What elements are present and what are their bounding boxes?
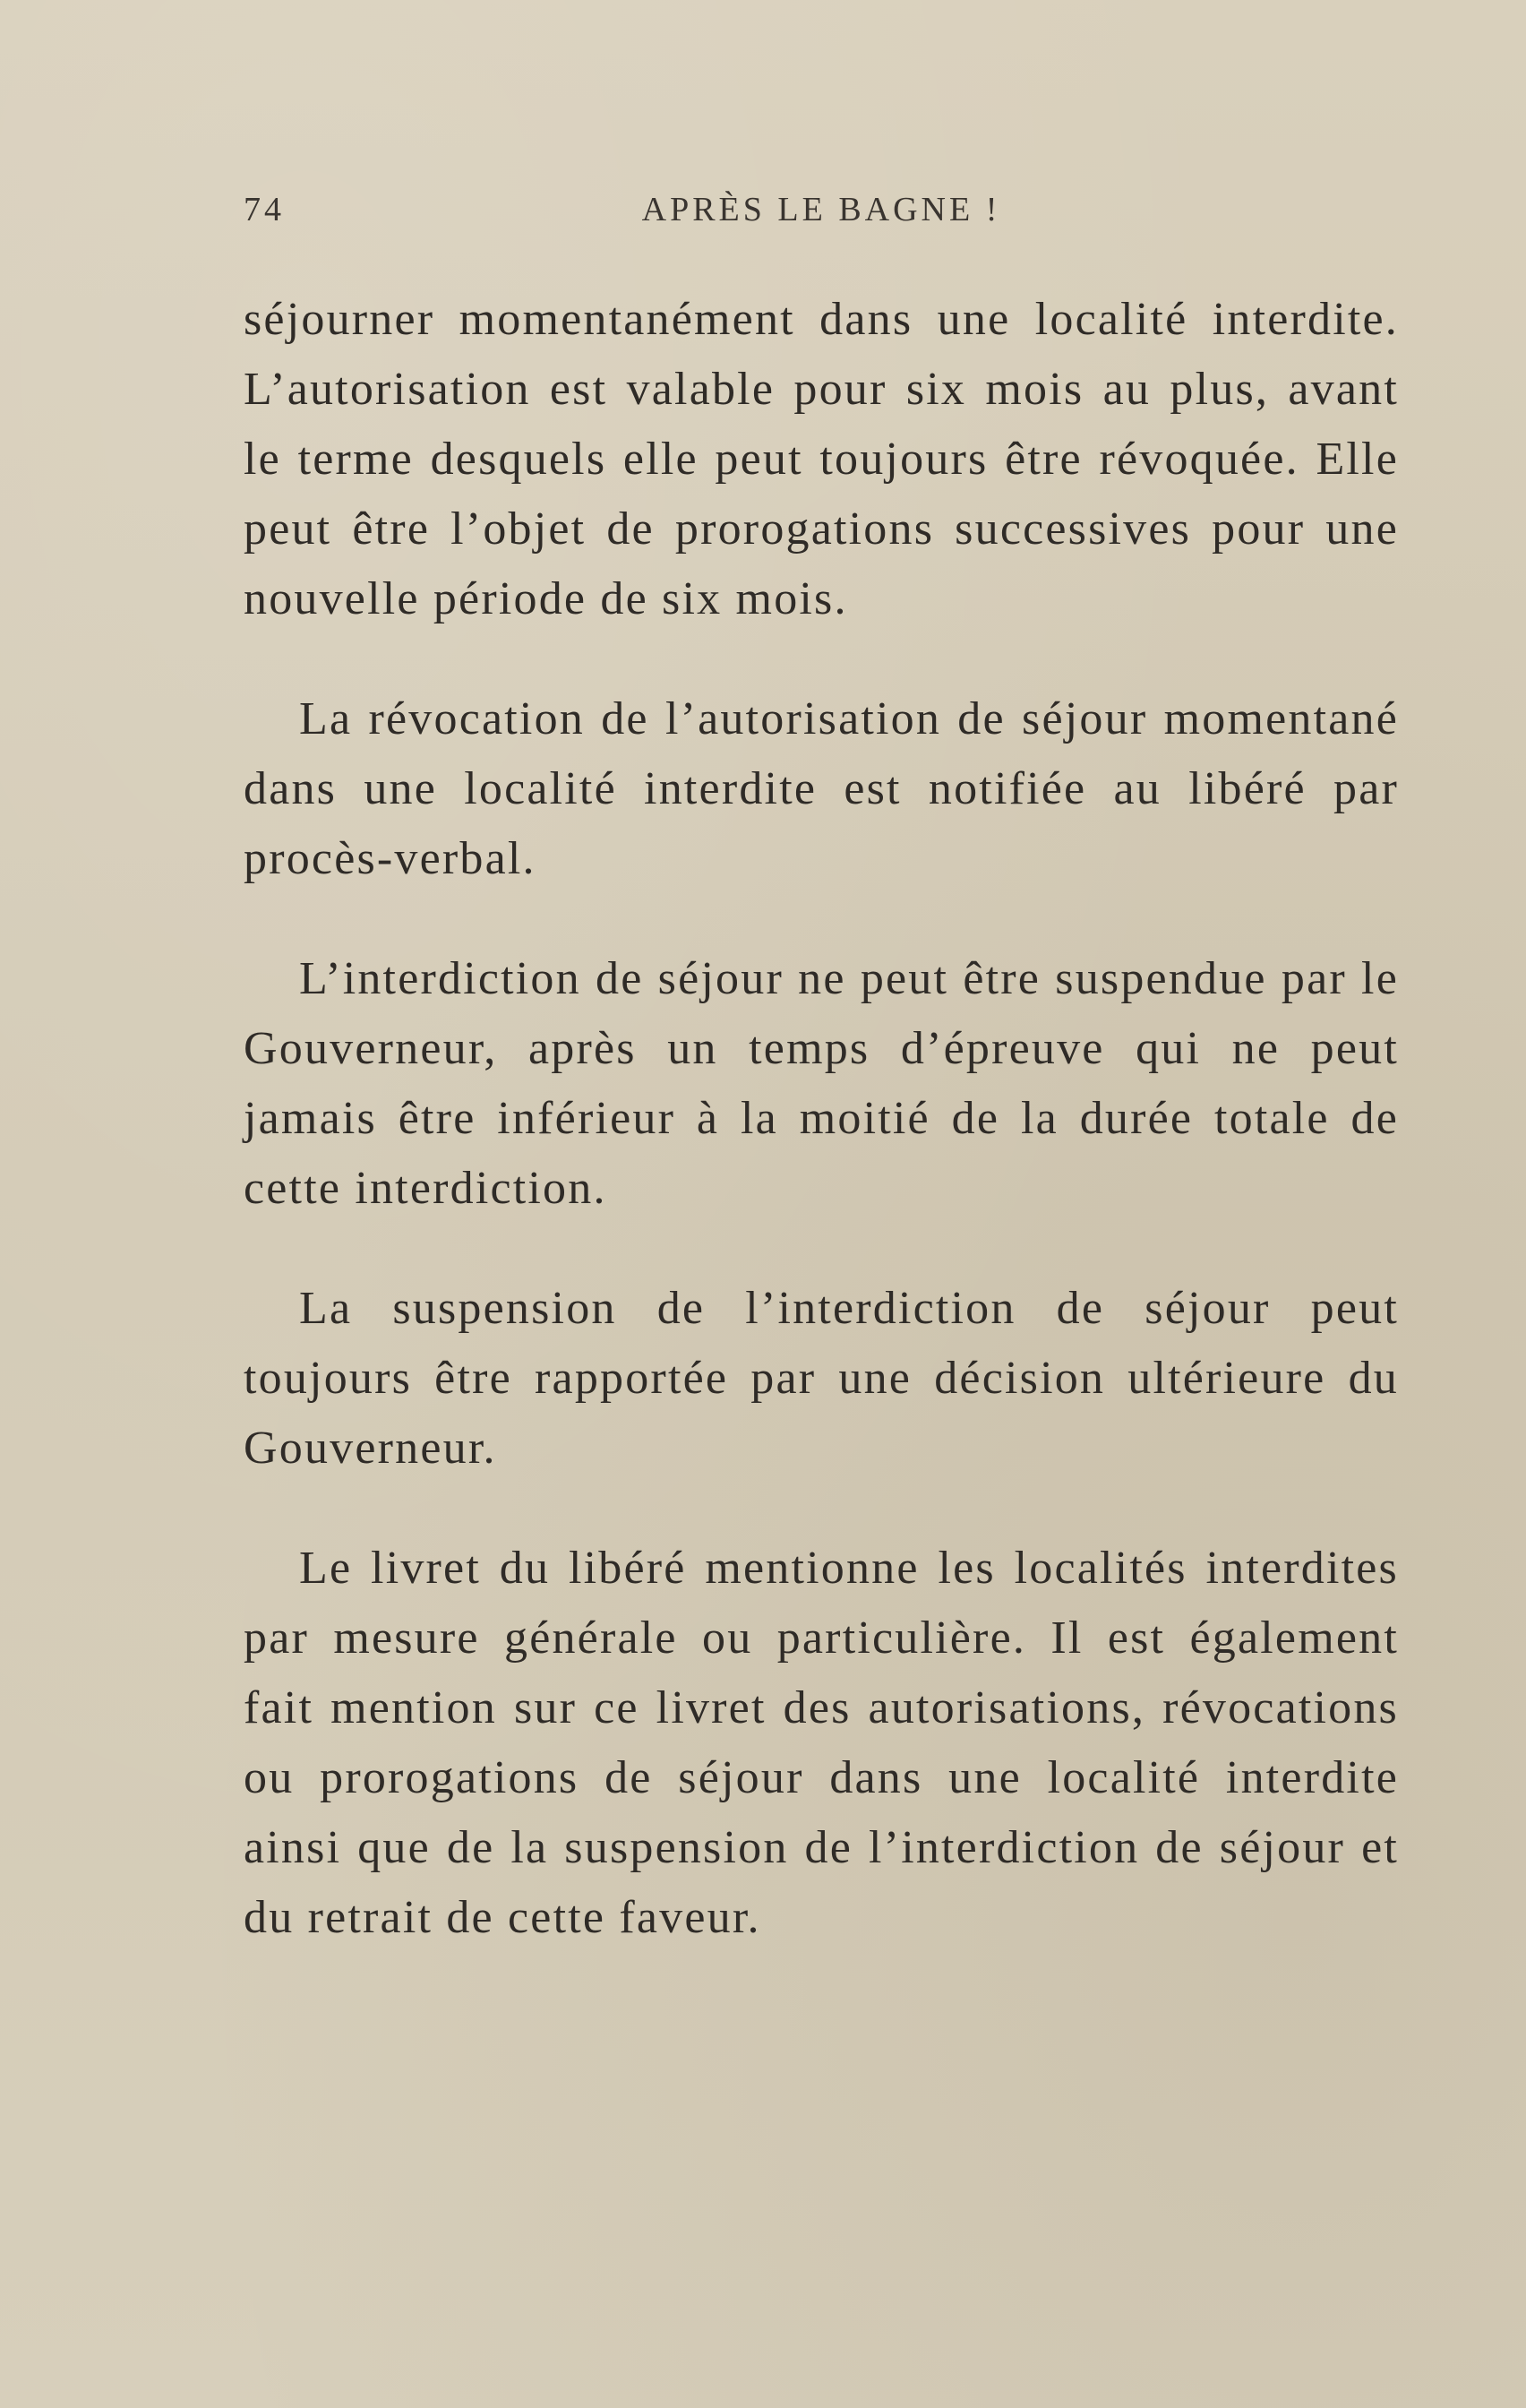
running-title: APRÈS LE BAGNE ! (641, 191, 1001, 228)
body-text (244, 285, 1399, 2003)
running-head (244, 190, 1399, 244)
paragraph-2: La révocation de l’autorisation de séjour momentané dans une localité interdite est notifiée au libéré par procès-verbal. (244, 693, 1399, 884)
paragraph-5: Le livret du libéré mentionne les localités interdites par mesure générale ou particulière. Il est également fait mention sur ce livret des autorisations, révocations ou prorogations de séjour dans une localité interdite ainsi que de la suspension de l’interdiction de séjour et du retrait de cette faveur. (244, 1543, 1399, 1943)
page-number: 74 (244, 191, 285, 228)
paragraph-4: La suspension de l’interdiction de séjour peut toujours être rapportée par une décision ultérieure du Gouverneur. (244, 1283, 1399, 1474)
paragraph-3: L’interdiction de séjour ne peut être suspendue par le Gouverneur, après un temps d’épreuve qui ne peut jamais être inférieur à la moitié de la durée totale de cette interdiction. (244, 953, 1399, 1214)
paragraph-1: séjourner momentanément dans une localité interdite. L’autorisation est valable pour six mois au plus, avant le terme desquels elle peut toujours être révoquée. Elle peut être l’objet de prorogations successives pour une nouvelle période de six mois. (244, 294, 1399, 624)
